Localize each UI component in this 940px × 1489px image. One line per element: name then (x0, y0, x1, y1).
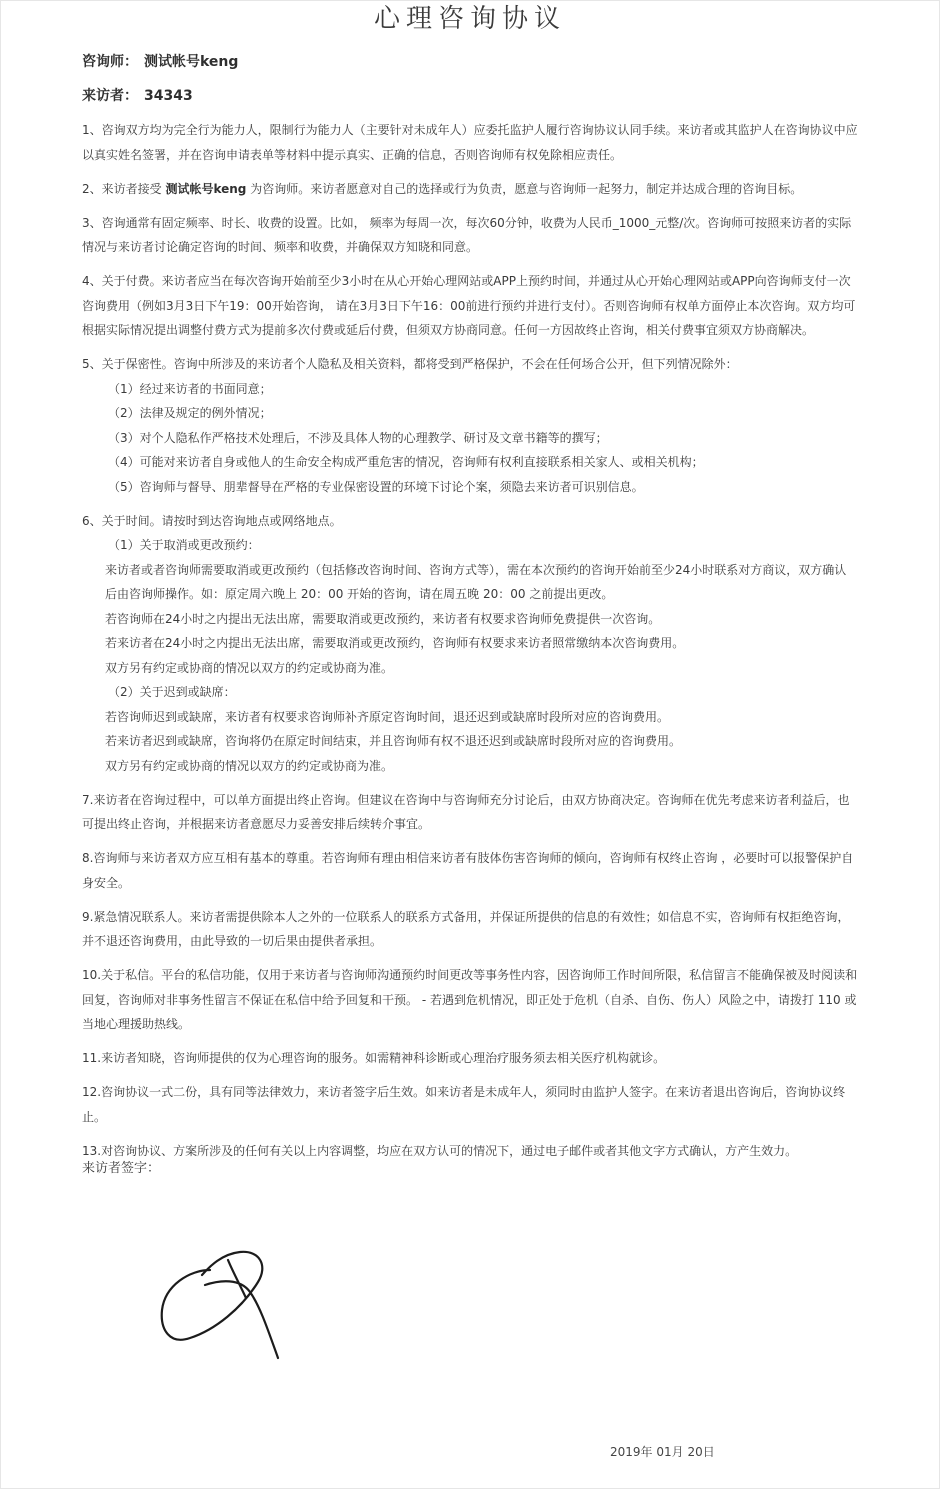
clause-6 (82, 509, 858, 779)
clause-9: 9.紧急情况联系人。来访者需提供除本人之外的一位联系人的联系方式备用，并保证所提供的信息的有效性；如信息不实，咨询师有权拒绝咨询，并不退还咨询费用，由此导致的一切后果由提供者承担。 (82, 909, 850, 948)
clause-6-sub2-line: 双方另有约定或协商的情况以双方的约定或协商为准。 (105, 758, 394, 773)
clause-3: 3、咨询通常有固定频率、时长、收费的设置。比如， 频率为每周一次，每次60分钟，收费为人民币_1000_元整/次。咨询师可按照来访者的实际情况与来访者讨论确定咨询的时间、频率和收费，并确保双方知晓和同意。 (82, 215, 852, 254)
clause-6-sub2-line: 若咨询师迟到或缺席，来访者有权要求咨询师补齐原定咨询时间，退还迟到或缺席时段所对应的咨询费用。 (105, 709, 670, 724)
clause-6-sub1-line: 双方另有约定或协商的情况以双方的约定或协商为准。 (105, 660, 394, 675)
clause-2 (82, 177, 858, 202)
clause-11: 11.来访者知晓，咨询师提供的仅为心理咨询的服务。如需精神科诊断或心理治疗服务须去相关医疗机构就诊。 (82, 1051, 666, 1065)
clause-6-sub1-line: 若咨询师在24小时之内提出无法出席，需要取消或更改预约，来访者有权要求咨询师免费提供一次咨询。 (105, 611, 661, 626)
clause-6-sub1-title: （1）关于取消或更改预约： (108, 538, 260, 552)
clause-6-sub1-line: 若来访者在24小时之内提出无法出席，需要取消或更改预约，咨询师有权要求来访者照常缴纳本次咨询费用。 (105, 636, 685, 650)
clause-2-post: 为咨询师。来访者愿意对自己的选择或行为负责，愿意与咨询师一起努力，制定并达成合理的咨询目标。 (246, 181, 803, 196)
clause-6-sub2-title: （2）关于迟到或缺席： (108, 685, 236, 699)
clause-2-pre: 2、来访者接受 (82, 181, 166, 196)
clause-2-counselor-name: 测试帐号keng (165, 181, 247, 196)
counselor-line (82, 52, 238, 72)
clause-8: 8.咨询师与来访者双方应互相有基本的尊重。若咨询师有理由相信来访者有肢体伤害咨询师的倾向，咨询师有权终止咨询 ，必要时可以报警保护自身安全。 (82, 851, 854, 890)
agreement-body (82, 118, 858, 1173)
clause-5-item: （3）对个人隐私作严格技术处理后，不涉及具体人物的心理教学、研讨及文章书籍等的撰写； (108, 430, 608, 445)
clause-6-sub2-line: 若来访者迟到或缺席，咨询将仍在原定时间结束，并且咨询师有权不退还迟到或缺席时段所对应的咨询费用。 (105, 734, 682, 748)
clause-5-item: （1）经过来访者的书面同意； (108, 381, 272, 396)
clause-5-intro: 5、关于保密性。咨询中所涉及的来访者个人隐私及相关资料，都将受到严格保护，不会在任何场合公开，但下列情况除外： (82, 357, 738, 371)
clause-5-item: （2）法律及规定的例外情况； (108, 406, 272, 420)
clause-6-intro: 6、关于时间。请按时到达咨询地点或网络地点。 (82, 513, 342, 528)
clause-10: 10.关于私信。平台的私信功能，仅用于来访者与咨询师沟通预约时间更改等事务性内容，因咨询师工作时间所限，私信留言不能确保被及时阅读和回复，咨询师对非事务性留言不保证在私信中给予回复和干预。 - 若遇到危机情况，即正处于危机（自杀、自伤、伤人）风险之中，请拨打 110 或当地心理援助热线。 (82, 968, 858, 1031)
visitor-label: 来访者： (82, 88, 138, 104)
counselor-name: 测试帐号keng (144, 54, 239, 70)
clause-6-sub1-line: 来访者或者咨询师需要取消或更改预约（包括修改咨询时间、咨询方式等），需在本次预约的咨询开始前至少24小时联系对方商议，双方确认后由咨询师操作。如：原定周六晚上 20：00 开始的咨询，请在周五晚 20：00 之前提出更改。 (105, 562, 847, 601)
page-title: 心理咨询协议 (373, 4, 566, 34)
clause-7: 7.来访者在咨询过程中，可以单方面提出终止咨询。但建议在咨询中与咨询师充分讨论后，由双方协商决定。咨询师在优先考虑来访者利益后，也可提出终止咨询，并根据来访者意愿尽力妥善安排后续转介事宜。 (82, 792, 850, 831)
visitor-line (82, 86, 193, 106)
clause-4: 4、关于付费。来访者应当在每次咨询开始前至少3小时在从心开始心理网站或APP上预约时间，并通过从心开始心理网站或APP向咨询师支付一次咨询费用（例如3月3日下午19：00开始咨询， 请在3月3日下午16：00前进行预约并进行支付）。否则咨询师有权单方面停止本次咨询。双方均可根据实际情况提出调整付费方式为提前多次付费或延后付费，但须双方协商同意。任何一方因故终止咨询，相关付费事宜须双方协商解决。 (82, 274, 856, 337)
visitor-name: 34343 (144, 88, 193, 104)
sign-date: 2019年 01月 20日 (610, 1445, 715, 1459)
clause-12: 12.咨询协议一式二份，具有同等法律效力，来访者签字后生效。如来访者是未成年人，须同时由监护人签字。在来访者退出咨询后，咨询协议终止。 (82, 1085, 846, 1124)
clause-5-item: （4）可能对来访者自身或他人的生命安全构成严重危害的情况，咨询师有权利直接联系相关家人、或相关机构； (108, 455, 704, 469)
clause-13: 13.对咨询协议、方案所涉及的任何有关以上内容调整，均应在双方认可的情况下，通过电子邮件或者其他文字方式确认，方产生效力。 (82, 1143, 798, 1158)
handwritten-signature-icon (150, 1230, 300, 1370)
clause-5 (82, 352, 858, 499)
counselor-label: 咨询师： (82, 54, 138, 70)
signature-label: 来访者签字： (82, 1161, 161, 1176)
clause-1: 1、咨询双方均为完全行为能力人，限制行为能力人（主要针对未成年人）应委托监护人履行咨询协议认同手续。来访者或其监护人在咨询协议中应以真实姓名签署，并在咨询申请表单等材料中提示真实、正确的信息，否则咨询师有权免除相应责任。 (82, 123, 858, 162)
clause-5-item: （5）咨询师与督导、朋辈督导在严格的专业保密设置的环境下讨论个案，须隐去来访者可识别信息。 (108, 479, 644, 494)
